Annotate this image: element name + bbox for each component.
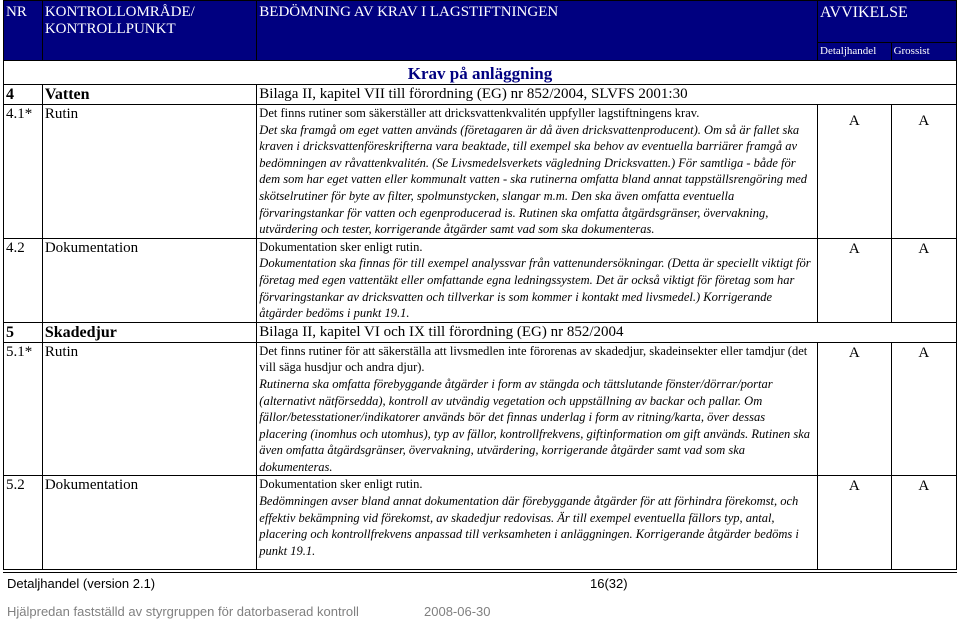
point-guidance: Det ska framgå om eget vatten används (företagaren är då även dricksvattenproducent). Om så är fallet ska kraven i dricksvattenföreskrifterna vara beaktade, till exempel ska behov av eventuella barriärer framgå av bedömningen av råvattenkvalitén. (Se Livsmedelsverkets vägledning Dricksvatten.) För samtliga - både för dem som har eget vatten eller kommunalt vatten - ska rutinerna omfatta bland annat tappställsrengöring med skötselrutiner för byte av filter, spolmunstycken, slangar m.m. Den ska även omfatta eventuella förvaringstankar för vatten och egenproducerad is. Rutinen ska omfatta åtgärdsgränser, övervakning, utvärdering och tester, korrigerande åtgärder samt vad som ska dokumenteras.	[259, 122, 808, 237]
point-description	[257, 105, 818, 239]
point-lead: Det finns rutiner för att säkerställa att livsmedlen inte förorenas av skadedjur, skadeinsekter eller tamdjur (det vill säga husdjur och andra djur).	[259, 343, 808, 375]
point-guidance: Bedömningen avser bland annat dokumentation där förebyggande åtgärder för att förhindra förekomst, och effektiv bekämpning vid förekomst, av skadedjur redovisas. Är till exempel eventuella fällors typ, antal, placering och kontrollfrekvens anpassad till verksamheten i anläggningen. Korrigerande åtgärder bedöms i punkt 19.1.	[259, 494, 799, 558]
krav-title: Krav på anläggning	[4, 61, 957, 85]
section-row-pests	[4, 322, 957, 342]
point-name: Dokumentation	[42, 238, 256, 322]
mark-wholesale: A	[891, 238, 956, 322]
point-description	[257, 342, 818, 476]
point-nr: 5.2	[4, 476, 43, 570]
point-nr: 5.1*	[4, 342, 43, 476]
section-reference: Bilaga II, kapitel VII till förordning (EG) nr 852/2004, SLVFS 2001:30	[257, 85, 957, 105]
point-lead: Det finns rutiner som säkerställer att dricksvattenkvalitén uppfyller lagstiftningens krav.	[259, 106, 700, 120]
table-row	[4, 105, 957, 239]
footer-date: 2008-06-30	[424, 604, 491, 619]
table-row	[4, 476, 957, 570]
footer-rule	[3, 572, 957, 573]
mark-retail: A	[818, 342, 892, 476]
mark-retail: A	[818, 476, 892, 570]
point-guidance: Rutinerna ska omfatta förebyggande åtgärder i form av stängda och tättslutande fönster/dörrar/portar (alternativt nätförsedda), kontroll av utvändig vegetation och uppställning av backar och pallar. Om fällor/betesstationer/indikatorer används bör det finnas underlag i form av ritning/karta, över dessas placering (inomhus och utomhus), typ av fällor, kontrollfrekvens, giftinformation om gift används. Rutinen ska även omfatta åtgärdsgränser, övervakning, utvärdering, korrigerande åtgärder samt vad som ska dokumenteras.	[259, 376, 811, 474]
header-retail: Detaljhandel	[818, 43, 892, 61]
footer-credit: Hjälpredan fastställd av styrgruppen för datorbaserad kontroll	[7, 604, 359, 619]
point-guidance: Dokumentation ska finnas för till exempel analyssvar från vattenundersökningar. (Detta är speciellt viktigt för företag med egen vattentäkt eller omfattande egna ledningssystem. Det är också viktigt för företag som har förvaringstankar av dricksvatten och tillverkar is som kommer i kontakt med livsmedel.) Korrigerande åtgärder bedöms i punkt 19.1.	[259, 256, 811, 321]
table-header-row	[4, 1, 957, 43]
point-lead: Dokumentation sker enligt rutin.	[259, 477, 423, 492]
footer-version: Detaljhandel (version 2.1)	[7, 576, 156, 591]
point-name: Dokumentation	[42, 476, 256, 570]
header-nr: NR	[4, 1, 43, 61]
point-name: Rutin	[42, 105, 256, 239]
point-description	[257, 238, 818, 322]
table-row	[4, 342, 957, 476]
mark-retail: A	[818, 238, 892, 322]
section-name: Skadedjur	[42, 322, 256, 342]
header-assessment: BEDÖMNING AV KRAV I LAGSTIFTNINGEN	[257, 1, 818, 43]
section-name: Vatten	[42, 85, 256, 105]
point-description	[257, 476, 818, 570]
mark-retail: A	[818, 105, 892, 239]
section-nr: 4	[4, 85, 43, 105]
section-reference: Bilaga II, kapitel VI och IX till förordning (EG) nr 852/2004	[257, 322, 957, 342]
krav-row	[4, 61, 957, 85]
requirements-table	[3, 0, 957, 570]
header-area: KONTROLLOMRÅDE/ KONTROLLPUNKT	[42, 1, 256, 61]
section-nr: 5	[4, 322, 43, 342]
document-page	[3, 0, 957, 570]
mark-wholesale: A	[891, 105, 956, 239]
point-lead: Dokumentation sker enligt rutin.	[259, 239, 423, 254]
footer-page-number: 16(32)	[590, 576, 628, 591]
mark-wholesale: A	[891, 342, 956, 476]
header-deviation: AVVIKELSE	[818, 1, 957, 43]
section-row-water	[4, 85, 957, 105]
mark-wholesale: A	[891, 476, 956, 570]
point-nr: 4.1*	[4, 105, 43, 239]
table-row	[4, 238, 957, 322]
header-assessment-cont	[257, 43, 818, 61]
header-wholesale: Grossist	[891, 43, 956, 61]
point-name: Rutin	[42, 342, 256, 476]
point-nr: 4.2	[4, 238, 43, 322]
